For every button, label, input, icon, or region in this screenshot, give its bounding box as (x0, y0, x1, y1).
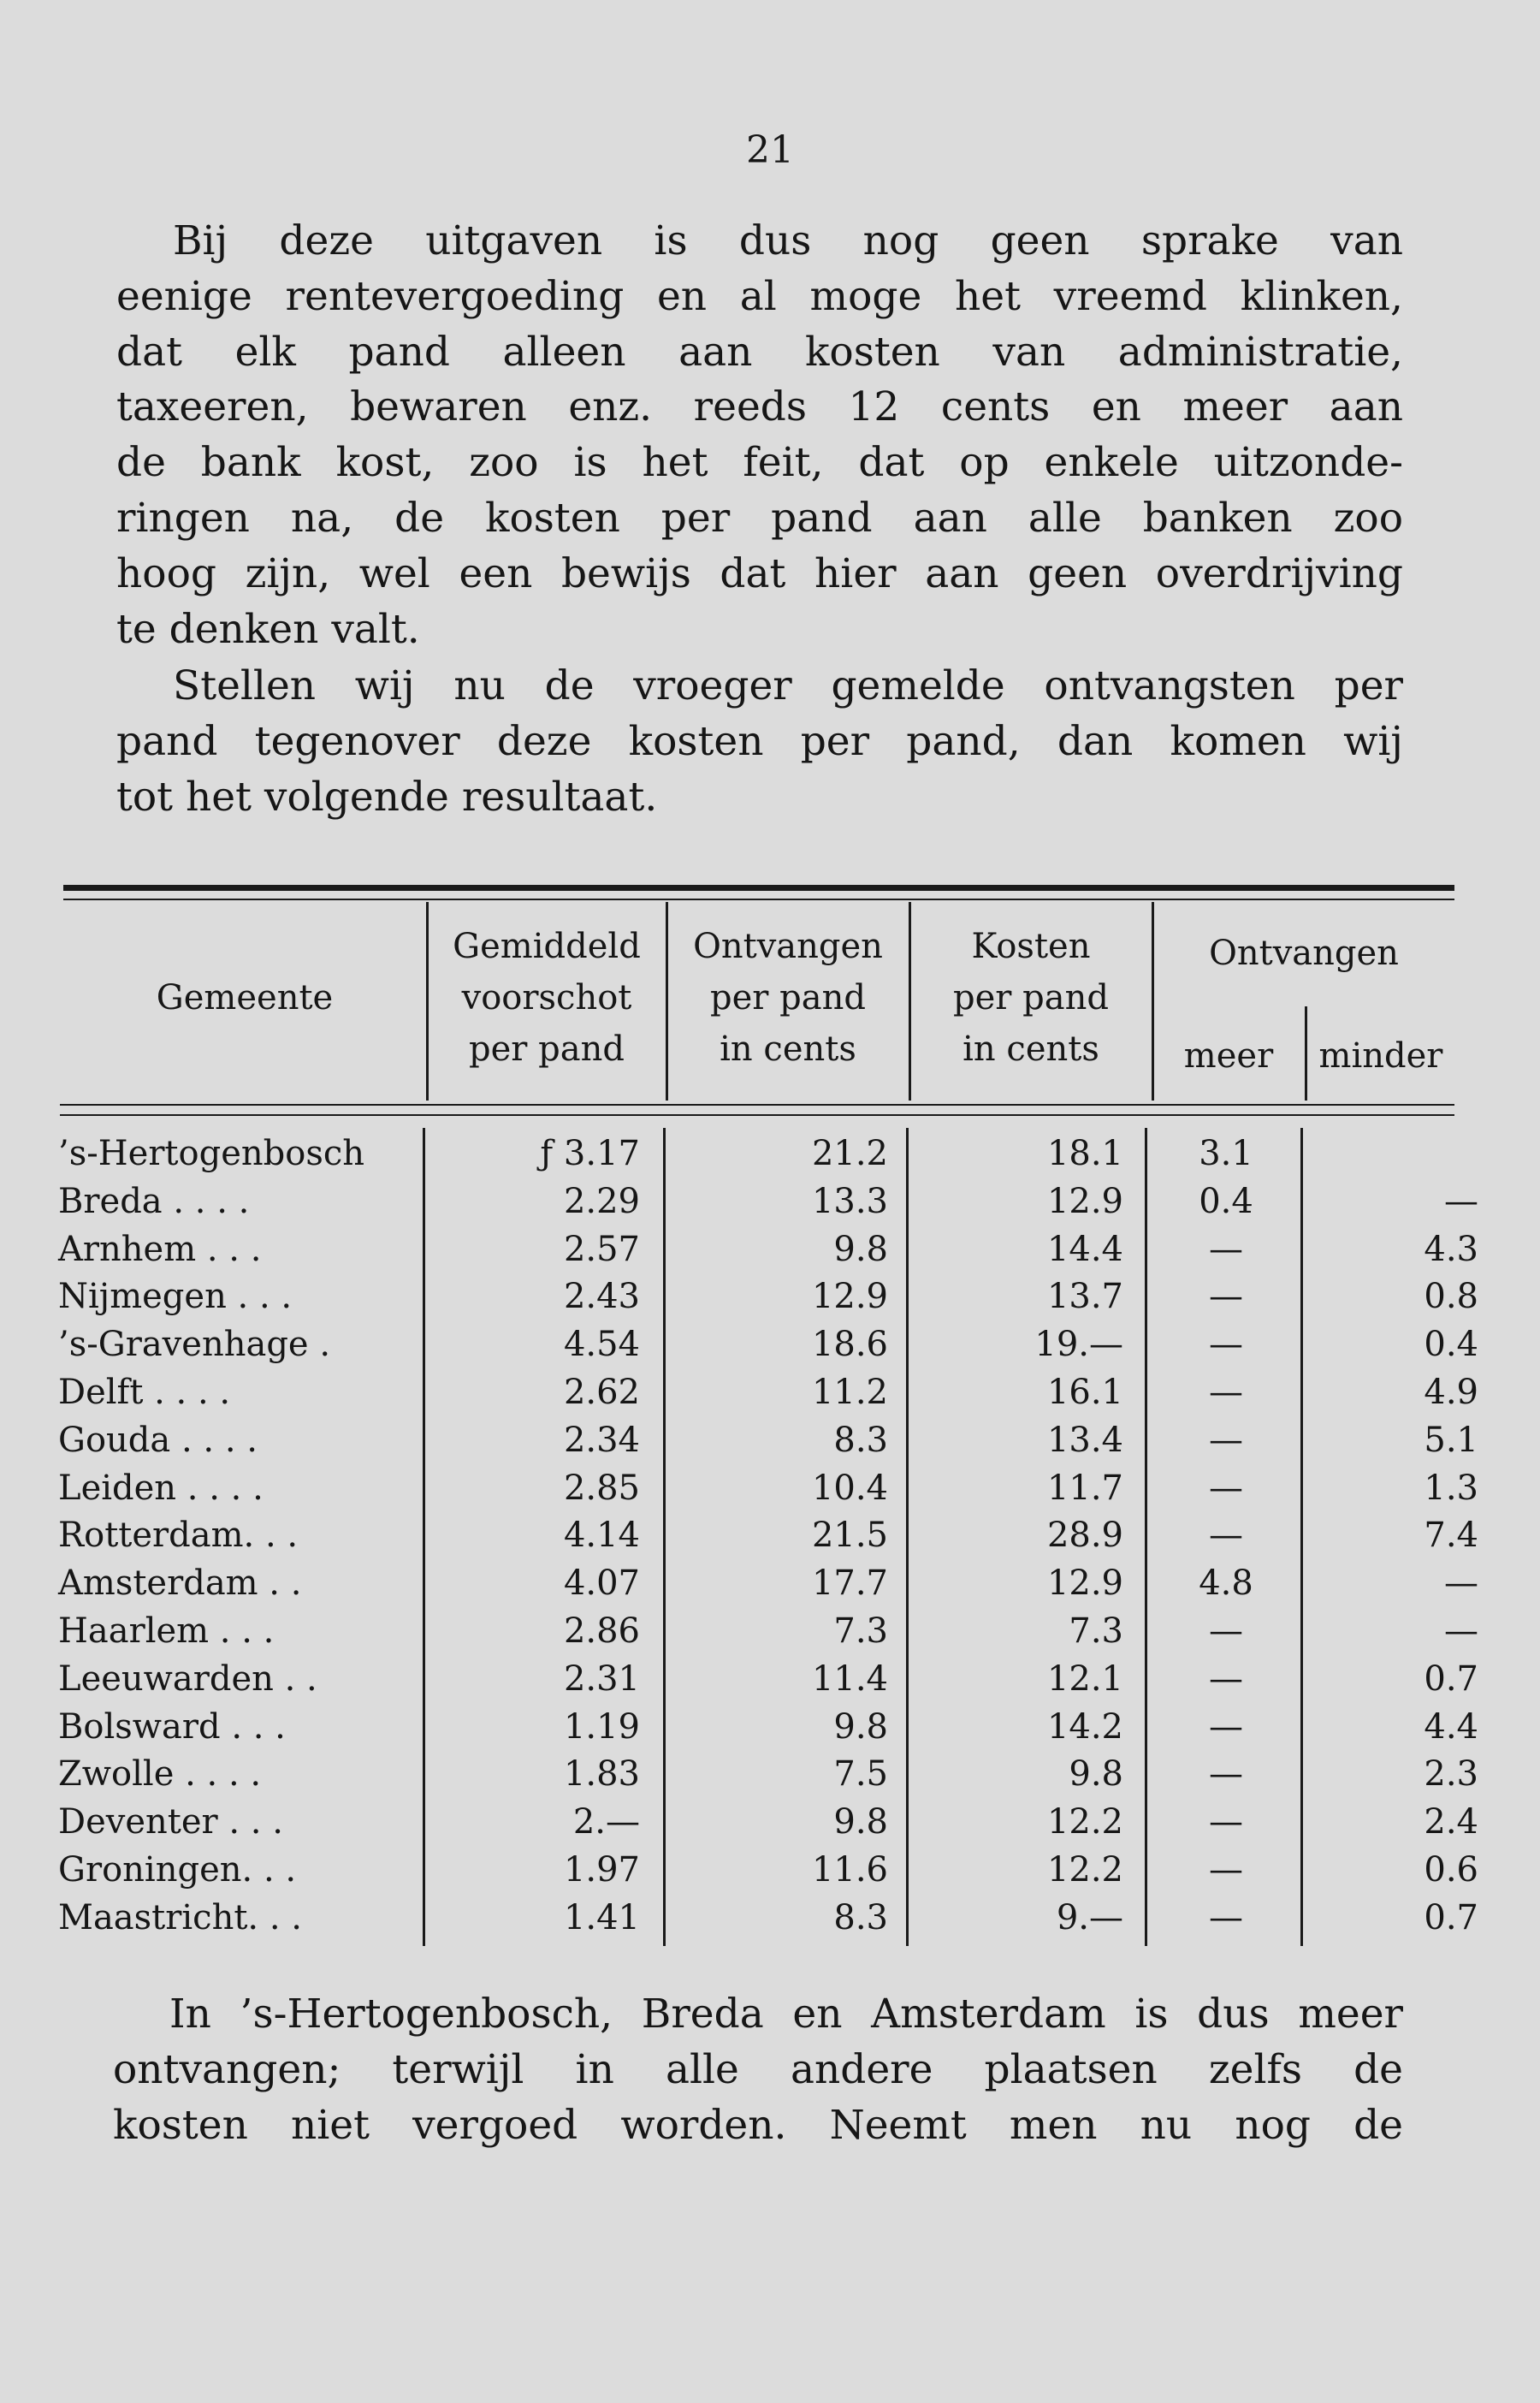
municipality-cell: ’s-Gravenhage . (58, 1325, 331, 1364)
average-advance-cell: 1.19 (563, 1707, 640, 1747)
average-advance-cell: 2.31 (563, 1659, 640, 1699)
costs-per-item-cell: 9.— (1056, 1898, 1123, 1937)
costs-per-item-cell: 19.— (1034, 1325, 1123, 1364)
average-advance-cell: 2.— (572, 1802, 640, 1842)
received-per-item-cell: 18.6 (811, 1325, 888, 1364)
received-more-cell: — (1209, 1850, 1243, 1890)
text-line: taxeeren, bewaren enz. reeds 12 cents en meer aan (116, 383, 1403, 431)
received-per-item-cell: 8.3 (833, 1421, 888, 1460)
municipality-cell: Breda . . . . (58, 1182, 250, 1221)
received-per-item-cell: 7.5 (833, 1754, 888, 1794)
header-avg-line: Gemiddeld (453, 927, 641, 966)
received-per-item-cell: 7.3 (833, 1611, 888, 1651)
table-top-rule (63, 885, 1454, 891)
received-per-item-cell: 21.5 (811, 1516, 888, 1555)
text-line: te denken valt. (116, 605, 420, 653)
text-line: Stellen wij nu de vroeger gemelde ontvangsten per (173, 662, 1403, 709)
received-per-item-cell: 12.9 (811, 1277, 888, 1316)
header-received-line: in cents (720, 1029, 856, 1069)
received-more-cell: — (1209, 1659, 1243, 1699)
received-more-cell: — (1209, 1754, 1243, 1794)
received-less-cell: 0.7 (1424, 1659, 1478, 1699)
received-per-item-cell: 9.8 (833, 1802, 888, 1842)
header-less: minder (1318, 1036, 1443, 1076)
average-advance-cell: 2.85 (563, 1468, 640, 1508)
average-advance-cell: 2.43 (563, 1277, 640, 1316)
header-gemeente: Gemeente (156, 978, 334, 1018)
costs-per-item-cell: 12.9 (1046, 1182, 1123, 1221)
average-advance-cell: 4.54 (563, 1325, 640, 1364)
received-per-item-cell: 9.8 (833, 1230, 888, 1269)
text-line: dat elk pand alleen aan kosten van administratie, (116, 328, 1403, 376)
text-line: hoog zijn, wel een bewijs dat hier aan geen overdrijving (116, 549, 1403, 597)
header-bottom-rule (60, 1104, 1454, 1106)
table-row (58, 1273, 1478, 1320)
second-paragraph (116, 659, 1403, 825)
municipality-cell: Haarlem . . . (58, 1611, 275, 1651)
municipality-cell: Leeuwarden . . (58, 1659, 317, 1699)
received-less-cell: 2.3 (1424, 1754, 1478, 1794)
received-less-cell: 4.9 (1424, 1373, 1478, 1412)
costs-per-item-cell: 12.9 (1046, 1563, 1123, 1603)
table-row (58, 1130, 1461, 1178)
received-less-cell: 4.3 (1424, 1230, 1478, 1269)
received-more-cell: — (1209, 1611, 1243, 1651)
average-advance-cell: 1.97 (563, 1850, 640, 1890)
received-more-cell: — (1209, 1516, 1243, 1555)
costs-per-item-cell: 7.3 (1069, 1611, 1123, 1651)
text-line: In ’s-Hertogenbosch, Breda en Amsterdam is dus meer (169, 1991, 1403, 2038)
costs-per-item-cell: 13.7 (1046, 1277, 1123, 1316)
received-more-cell: — (1209, 1325, 1243, 1364)
text-line: tot het volgende resultaat. (116, 773, 658, 821)
received-less-cell: 1.3 (1424, 1468, 1478, 1508)
average-advance-cell: ƒ 3.17 (540, 1134, 640, 1173)
table-row (58, 1750, 1478, 1798)
received-more-cell: — (1209, 1707, 1243, 1747)
table-row (58, 1607, 1478, 1655)
received-more-cell: — (1209, 1898, 1243, 1937)
costs-per-item-cell: 18.1 (1046, 1134, 1123, 1173)
table-top-rule-thin (63, 899, 1454, 900)
municipality-cell: Gouda . . . . (58, 1421, 258, 1460)
header-avg-line: voorschot (461, 978, 632, 1018)
municipality-cell: Groningen. . . (58, 1850, 297, 1890)
received-less-cell: — (1444, 1182, 1478, 1221)
table-row (58, 1225, 1478, 1273)
average-advance-cell: 1.83 (563, 1754, 640, 1794)
table-row (58, 1559, 1478, 1607)
text-line: pand tegenover deze kosten per pand, dan komen wij (116, 717, 1403, 765)
received-per-item-cell: 17.7 (811, 1563, 888, 1603)
page-number: 21 (746, 128, 794, 172)
header-difference-group: Ontvangen (1209, 934, 1399, 973)
closing-paragraph (113, 1987, 1403, 2153)
costs-per-item-cell: 9.8 (1069, 1754, 1123, 1794)
header-received-line: per pand (710, 978, 866, 1018)
received-more-cell: — (1209, 1277, 1243, 1316)
received-per-item-cell: 10.4 (811, 1468, 888, 1508)
average-advance-cell: 4.14 (563, 1516, 640, 1555)
received-less-cell: 0.8 (1424, 1277, 1478, 1316)
municipality-cell: Arnhem . . . (58, 1230, 262, 1269)
table-row (58, 1703, 1478, 1751)
average-advance-cell: 4.07 (563, 1563, 640, 1603)
costs-per-item-cell: 16.1 (1046, 1373, 1123, 1412)
costs-per-item-cell: 14.4 (1046, 1230, 1123, 1269)
costs-per-item-cell: 14.2 (1046, 1707, 1123, 1747)
received-per-item-cell: 11.2 (811, 1373, 888, 1412)
average-advance-cell: 1.41 (563, 1898, 640, 1937)
received-less-cell: 4.4 (1424, 1707, 1478, 1747)
average-advance-cell: 2.34 (563, 1421, 640, 1460)
table-row (58, 1464, 1478, 1512)
text-line: kosten niet vergoed worden. Neemt men nu nog de (113, 2101, 1403, 2149)
received-per-item-cell: 13.3 (811, 1182, 888, 1221)
average-advance-cell: 2.86 (563, 1611, 640, 1651)
header-costs-line: Kosten (971, 927, 1091, 966)
municipality-cell: Rotterdam. . . (58, 1516, 299, 1555)
received-more-cell: — (1209, 1421, 1243, 1460)
average-advance-cell: 2.57 (563, 1230, 640, 1269)
municipality-cell: Zwolle . . . . (58, 1754, 262, 1794)
average-advance-cell: 2.29 (563, 1182, 640, 1221)
costs-per-item-cell: 13.4 (1046, 1421, 1123, 1460)
received-less-cell: — (1444, 1563, 1478, 1603)
header-costs-line: in cents (962, 1029, 1099, 1069)
received-per-item-cell: 9.8 (833, 1707, 888, 1747)
received-less-cell: 5.1 (1424, 1421, 1478, 1460)
received-less-cell: — (1444, 1611, 1478, 1651)
text-line: Bij deze uitgaven is dus nog geen sprake van (173, 217, 1403, 264)
received-per-item-cell: 11.6 (811, 1850, 888, 1890)
header-costs-line: per pand (953, 978, 1109, 1018)
received-less-cell: 2.4 (1424, 1802, 1478, 1842)
municipality-cell: Nijmegen . . . (58, 1277, 293, 1316)
received-more-cell: — (1209, 1373, 1243, 1412)
received-less-cell (1307, 1130, 1478, 1178)
intro-paragraph (116, 214, 1403, 657)
received-less-cell: 0.6 (1424, 1850, 1478, 1890)
municipality-cell: Maastricht. . . (58, 1898, 302, 1937)
received-per-item-cell: 11.4 (811, 1659, 888, 1699)
received-more-cell: — (1209, 1230, 1243, 1269)
text-line: de bank kost, zoo is het feit, dat op enkele uitzonde- (116, 439, 1403, 487)
received-more-cell: — (1209, 1468, 1243, 1508)
header-avg-line: per pand (469, 1029, 625, 1069)
municipality-cell: Bolsward . . . (58, 1707, 286, 1747)
table-row (58, 1416, 1478, 1464)
text-line: ringen na, de kosten per pand aan alle banken zoo (116, 494, 1403, 542)
municipality-cell: Delft . . . . (58, 1373, 231, 1412)
table-row (58, 1320, 1478, 1368)
received-more-cell: 3.1 (1199, 1134, 1253, 1173)
costs-per-item-cell: 28.9 (1046, 1516, 1123, 1555)
municipality-cell: Leiden . . . . (58, 1468, 264, 1508)
table-row (58, 1368, 1478, 1416)
text-line: eenige rentevergoeding en al moge het vreemd klinken, (116, 272, 1403, 320)
received-more-cell: 4.8 (1199, 1563, 1253, 1603)
average-advance-cell: 2.62 (563, 1373, 640, 1412)
table-row (58, 1846, 1478, 1894)
table-row (58, 1798, 1478, 1846)
received-less-cell: 0.7 (1424, 1898, 1478, 1937)
costs-per-item-cell: 12.1 (1046, 1659, 1123, 1699)
header-received-line: Ontvangen (693, 927, 883, 966)
costs-per-item-cell: 12.2 (1046, 1850, 1123, 1890)
received-per-item-cell: 21.2 (811, 1134, 888, 1173)
received-more-cell: — (1209, 1802, 1243, 1842)
municipality-cell: ’s-Hertogenbosch (58, 1134, 365, 1173)
header-more: meer (1183, 1036, 1274, 1076)
received-more-cell: 0.4 (1199, 1182, 1253, 1221)
table-row (58, 1655, 1478, 1703)
received-per-item-cell: 8.3 (833, 1898, 888, 1937)
costs-per-item-cell: 12.2 (1046, 1802, 1123, 1842)
municipality-cell: Deventer . . . (58, 1802, 283, 1842)
received-less-cell: 7.4 (1424, 1516, 1478, 1555)
table-row (58, 1511, 1478, 1559)
table-row (58, 1178, 1478, 1225)
text-line: ontvangen; terwijl in alle andere plaatsen zelfs de (113, 2045, 1403, 2093)
municipality-cell: Amsterdam . . (58, 1563, 302, 1603)
received-less-cell: 0.4 (1424, 1325, 1478, 1364)
costs-per-item-cell: 11.7 (1046, 1468, 1123, 1508)
table-row (58, 1894, 1478, 1942)
header-bottom-rule-double (60, 1114, 1454, 1116)
